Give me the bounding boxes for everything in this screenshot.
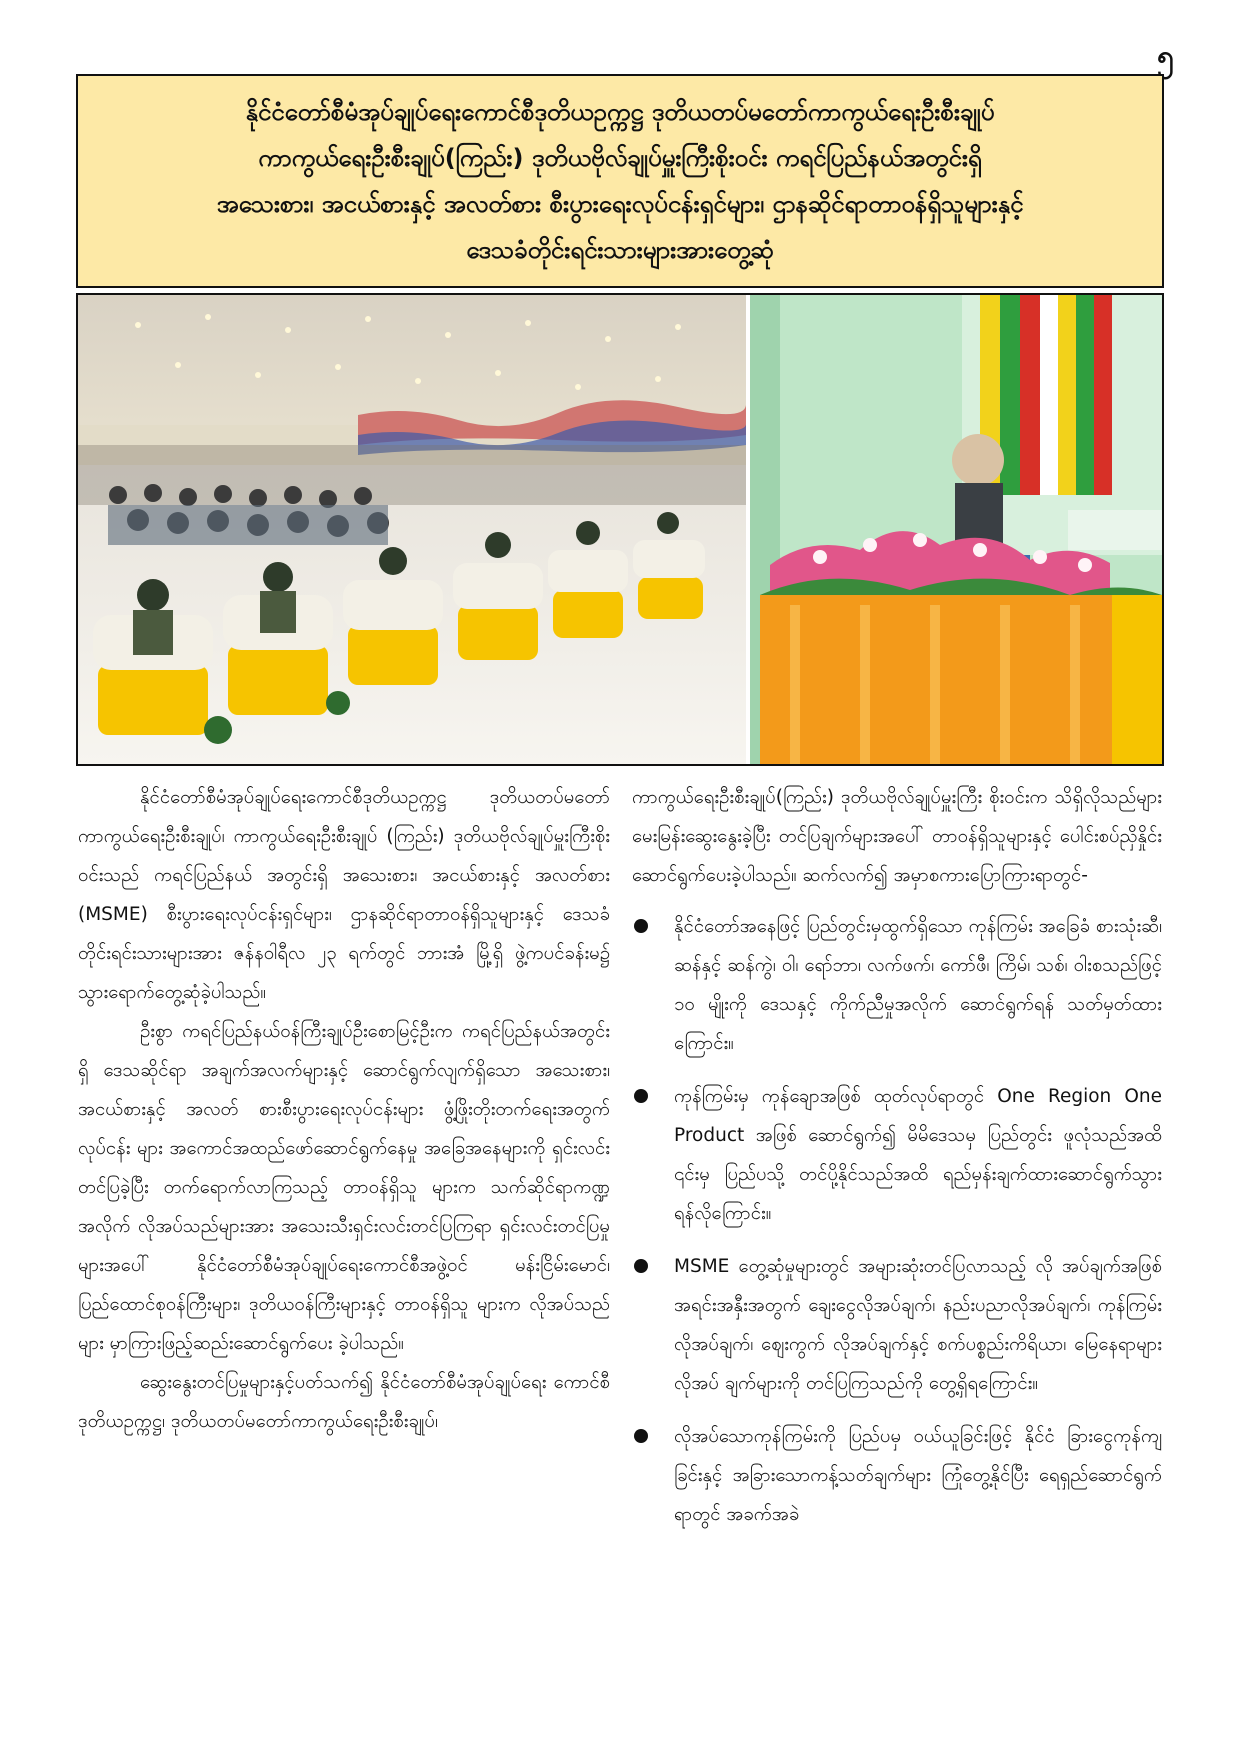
paragraph-continuation: ကာကွယ်ရေးဦးစီးချုပ်(ကြည်း) ဒုတိယဗိုလ်ချုပ်မှူးကြီး စိုးဝင်းက သိရှိလိုသည်များ မေးမြန်းဆွေးနွေးခဲ့ပြီး တင်ပြချက်များအပေါ် တာဝန်ရှိသူများနှင့် ပေါင်းစပ်ညှိနှိုင်းဆောင်ရွက်ပေးခဲ့ပါသည်။ ဆက်လက်၍ အမှာစကားပြောကြားရာတွင်- bbox=[632, 787, 1162, 886]
right-column bbox=[632, 778, 1162, 1534]
list-item bbox=[632, 907, 1162, 1063]
page-number: ၅ bbox=[1157, 39, 1174, 74]
bullet-icon bbox=[634, 1429, 648, 1443]
headline-line-1: နိုင်ငံတော်စီမံအုပ်ချုပ်ရေးကောင်စီဒုတိယဥက္ကဋ္ဌ ဒုတိယတပ်မတော်ကာကွယ်ရေးဦးစီးချုပ် bbox=[245, 98, 995, 126]
left-column bbox=[78, 778, 610, 1441]
list-item-text: နိုင်ငံတော်အနေဖြင့် ပြည်တွင်းမှထွက်ရှိသော ကုန်ကြမ်း အခြေခံ စားသုံးဆီ၊ ဆန်နှင့် ဆန်ကွဲ၊ ဝါ၊ ရော်ဘာ၊ လက်ဖက်၊ ကော်ဖီ၊ ကြိမ်၊ သစ်၊ ဝါးစသည်ဖြင့် ၁၀ မျိုးကို ဒေသနှင့် ကိုက်ညီမှုအလိုက် ဆောင်ရွက်ရန် သတ်မှတ်ထားကြောင်း။ bbox=[674, 916, 1162, 1054]
list-item bbox=[632, 1247, 1162, 1403]
photo-strip bbox=[76, 293, 1164, 766]
headline-line-4: ဒေသခံတိုင်းရင်းသားများအားတွေ့ဆုံ bbox=[466, 236, 774, 264]
list-item-text: လိုအပ်သောကုန်ကြမ်းကို ပြည်ပမှ ဝယ်ယူခြင်းဖြင့် နိုင်ငံ ခြားငွေကုန်ကျခြင်းနှင့် အခြားသောကန့်သတ်ချက်များ ကြုံတွေ့နိုင်ပြီး ရေရှည်ဆောင်ရွက်ရာတွင် အခက်အခဲ bbox=[674, 1426, 1162, 1525]
bullet-list bbox=[632, 907, 1162, 1534]
bullet-icon bbox=[634, 919, 648, 933]
headline-box bbox=[76, 74, 1164, 288]
speaker-photo bbox=[750, 295, 1162, 764]
paragraph-intro: နိုင်ငံတော်စီမံအုပ်ချုပ်ရေးကောင်စီဒုတိယဥက္ကဋ္ဌ ဒုတိယတပ်မတော်ကာကွယ်ရေးဦးစီးချုပ်၊ ကာကွယ်ရေးဦးစီးချုပ် (ကြည်း) ဒုတိယဗိုလ်ချုပ်မှူးကြီးစိုးဝင်းသည် ကရင်ပြည်နယ် အတွင်းရှိ အသေးစား၊ အငယ်စားနှင့် အလတ်စား (MSME) စီးပွားရေးလုပ်ငန်းရှင်များ၊ ဌာနဆိုင်ရာတာဝန်ရှိသူများနှင့် ဒေသခံတိုင်းရင်းသားများအား ဇန်နဝါရီလ ၂၃ ရက်တွင် ဘားအံ မြို့ရှိ ဖွဲ့ကပင်ခန်းမ၌ သွားရောက်တွေ့ဆုံခဲ့ပါသည်။ bbox=[78, 787, 610, 1003]
audience-photo bbox=[78, 295, 746, 764]
list-item-text: ကုန်ကြမ်းမှ ကုန်ချောအဖြစ် ထုတ်လုပ်ရာတွင် One Region One Product အဖြစ် ဆောင်ရွက်၍ မိမိဒေသမှ ပြည်တွင်း ဖူလုံသည်အထိ ၎င်းမှ ပြည်ပသို့ တင်ပို့နိုင်သည်အထိ ရည်မှန်းချက်ထားဆောင်ရွက်သွားရန်လိုကြောင်း။ bbox=[674, 1086, 1162, 1224]
headline-line-3: အသေးစား၊ အငယ်စားနှင့် အလတ်စား စီးပွားရေးလုပ်ငန်းရှင်များ၊ ဌာနဆိုင်ရာတာဝန်ရှိသူများနှင့် bbox=[216, 190, 1024, 218]
bullet-icon bbox=[634, 1089, 648, 1103]
bullet-icon bbox=[634, 1259, 648, 1273]
list-item-text: MSME တွေ့ဆုံမှုများတွင် အများဆုံးတင်ပြလာသည့် လို အပ်ချက်အဖြစ် အရင်းအနှီးအတွက် ချေးငွေလိုအပ်ချက်၊ နည်းပညာလိုအပ်ချက်၊ ကုန်ကြမ်းလိုအပ်ချက်၊ ဈေးကွက် လိုအပ်ချက်နှင့် စက်ပစ္စည်းကိရိယာ၊ မြေနေရာများလိုအပ် ချက်များကို တင်ပြကြသည်ကို တွေ့ရှိရကြောင်း။ bbox=[674, 1256, 1162, 1394]
headline-line-2: ကာကွယ်ရေးဦးစီးချုပ်(ကြည်း) ဒုတိယဗိုလ်ချုပ်မှူးကြီးစိုးဝင်း ကရင်ပြည်နယ်အတွင်းရှိ bbox=[258, 144, 982, 172]
list-item bbox=[632, 1077, 1162, 1233]
paragraph-report: ဦးစွာ ကရင်ပြည်နယ်ဝန်ကြီးချုပ်ဦးစောမြင့်ဦးက ကရင်ပြည်နယ်အတွင်းရှိ ဒေသဆိုင်ရာ အချက်အလက်များနှင့် ဆောင်ရွက်လျက်ရှိသော အသေးစား၊ အငယ်စားနှင့် အလတ် စားစီးပွားရေးလုပ်ငန်းများ ဖွံ့ဖြိုးတိုးတက်ရေးအတွက် လုပ်ငန်း များ အကောင်အထည်ဖော်ဆောင်ရွက်နေမှု အခြေအနေများကို ရှင်းလင်းတင်ပြခဲ့ပြီး တက်ရောက်လာကြသည့် တာဝန်ရှိသူ များက သက်ဆိုင်ရာကဏ္ဍအလိုက် လိုအပ်သည်များအား အသေးသီးရှင်းလင်းတင်ပြကြရာ ရှင်းလင်းတင်ပြမှုများအပေါ် နိုင်ငံတော်စီမံအုပ်ချုပ်ရေးကောင်စီအဖွဲ့ဝင် မန်းငြိမ်းမောင်၊ ပြည်ထောင်စုဝန်ကြီးများ၊ ဒုတိယဝန်ကြီးများနှင့် တာဝန်ရှိသူ များက လိုအပ်သည်များ မှာကြားဖြည့်ဆည်းဆောင်ရွက်ပေး ခဲ့ပါသည်။ bbox=[78, 1021, 610, 1354]
list-item bbox=[632, 1417, 1162, 1534]
paragraph-discussion: ဆွေးနွေးတင်ပြမှုများနှင့်ပတ်သက်၍ နိုင်ငံတော်စီမံအုပ်ချုပ်ရေး ကောင်စီဒုတိယဥက္ကဋ္ဌ၊ ဒုတိယတပ်မတော်ကာကွယ်ရေးဦးစီးချုပ်၊ bbox=[78, 1372, 610, 1432]
